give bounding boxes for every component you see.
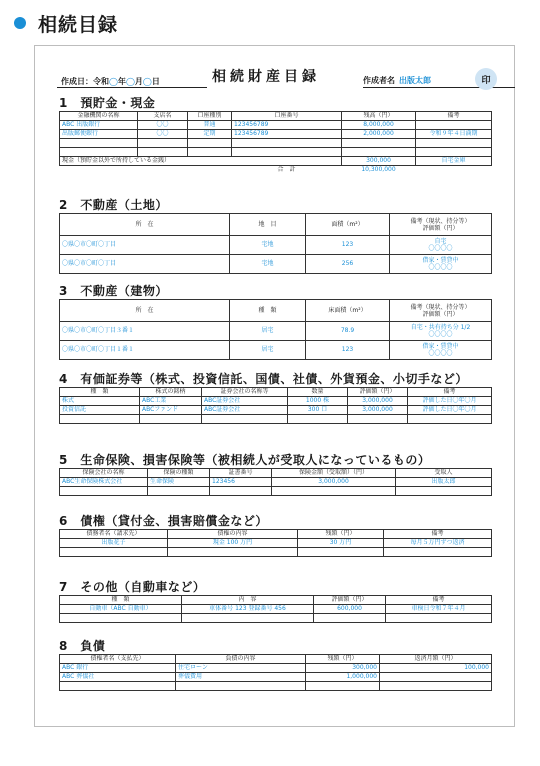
inventory-document [34, 45, 515, 727]
section-buildings [59, 284, 491, 360]
table-row: 〇県〇市〇町〇丁目 宅地 123 自宅 〇〇〇〇 [60, 236, 492, 255]
total-row: 合 計 10,300,000 [277, 166, 396, 174]
section-heading: 2 不動産（土地） [59, 198, 168, 212]
author-field: 作成者名 出版太郎 [363, 76, 431, 85]
section-other [59, 580, 491, 623]
cash-row: 現金（預貯金以外で所持している金銭） 300,000 自宅金庫 [60, 157, 492, 166]
table-row: ABC 銀行 住宅ローン 300,000 100,000 [60, 664, 492, 673]
section-liabilities [59, 639, 491, 691]
page-header [14, 8, 118, 38]
table-row: 株式 ABC工業 ABC証券会社 1000 株 3,000,000 評価した日〇年〇月 [60, 397, 492, 406]
table-row [60, 614, 492, 623]
author-name: 出版太郎 [399, 76, 431, 85]
securities-table [59, 387, 492, 424]
table-header-row: 債権者名（支払先） 負債の内容 残額（円） 返済月額（円） [60, 655, 492, 664]
table-row: ABC 葬儀社 葬儀費用 1,000,000 [60, 673, 492, 682]
table-header-row: 金融機関の名称 支店名 口座種別 口座番号 残高（円） 備考 [60, 112, 492, 121]
table-row: ABC 出版銀行 〇〇 普通 123456789 8,000,000 [60, 121, 492, 130]
table-row [60, 548, 492, 557]
table-row: 〇県〇市〇町〇丁目１番１ 居宅 123 借家・賃貸中 〇〇〇〇 [60, 341, 492, 360]
table-row: 出版花子 現金 100 万円 30 万円 毎月５万円ずつ返済 [60, 539, 492, 548]
section-heading: 8 負債 [59, 639, 106, 653]
receivables-table [59, 529, 492, 557]
section-receivables [59, 514, 491, 557]
table-row [60, 415, 492, 424]
section-heading: 7 その他（自動車など） [59, 580, 206, 594]
date-underline [57, 87, 207, 88]
section-heading: 4 有価証券等（株式、投資信託、国債、社債、外貨預金、小切手など） [59, 372, 468, 386]
page-title: 相続目録 [38, 13, 119, 36]
table-row: 〇県〇市〇町〇丁目 宅地 256 借家・賃貸中 〇〇〇〇 [60, 255, 492, 274]
insurance-table [59, 468, 492, 496]
table-row [60, 682, 492, 691]
bullet-dot-icon [14, 17, 26, 29]
table-row [60, 487, 492, 496]
section-heading: 6 債権（貸付金、損害賠償金など） [59, 514, 268, 528]
other-table [59, 595, 492, 623]
document-title: 相続財産目録 [212, 69, 320, 85]
table-row: 自動車（ABC 自動車） 車体番号 123 登録番号 456 600,000 車検日令和７年４月 [60, 605, 492, 614]
section-heading: 5 生命保険、損害保険等（被相続人が受取人になっているもの） [59, 453, 431, 467]
table-row [60, 148, 492, 157]
table-row: ABC生命保険株式会社 生命保険 123456 3,000,000 出版太郎 [60, 478, 492, 487]
table-header-row: 種 類 内 容 評価額（円） 備考 [60, 596, 492, 605]
table-header-row: 所 在 地 目 面積（m²） 備考（現状、持分等） 評価額（円） [60, 214, 492, 236]
document-header [57, 66, 493, 90]
liabilities-table [59, 654, 492, 691]
section-deposits [59, 96, 491, 175]
buildings-table [59, 299, 492, 360]
land-table [59, 213, 492, 274]
creation-date: 作成日：令和◯年◯月◯日 [61, 77, 160, 86]
section-land [59, 198, 491, 274]
table-row: 〇県〇市〇町〇丁目３番１ 居宅 78.9 自宅・共有持ち分 1/2 〇〇〇〇 [60, 322, 492, 341]
section-securities [59, 372, 491, 424]
table-row: 出版郵便銀行 〇〇 定期 123456789 2,000,000 令和９年４日満期 [60, 130, 492, 139]
table-header-row: 保険会社の名称 保険の種類 証書番号 保険金額（受取額）（円） 受取人 [60, 469, 492, 478]
section-heading: 1 預貯金・現金 [59, 96, 156, 110]
seal-stamp: 印 [475, 68, 497, 90]
deposits-table [59, 111, 492, 175]
section-insurance [59, 453, 491, 496]
table-row: 投資信託 ABCファンド ABC証券会社 300 口 3,000,000 評価した日〇年〇月 [60, 406, 492, 415]
table-header-row: 所 在 種 類 床面積（m²） 備考（現状、持分等） 評価額（円） [60, 300, 492, 322]
table-header-row: 債務者名（請求先） 債権の内容 残額（円） 備考 [60, 530, 492, 539]
table-row [60, 139, 492, 148]
table-header-row: 種 類 株式の銘柄 証券会社の名称等 数量 評価額（円） 備考 [60, 388, 492, 397]
section-heading: 3 不動産（建物） [59, 284, 168, 298]
